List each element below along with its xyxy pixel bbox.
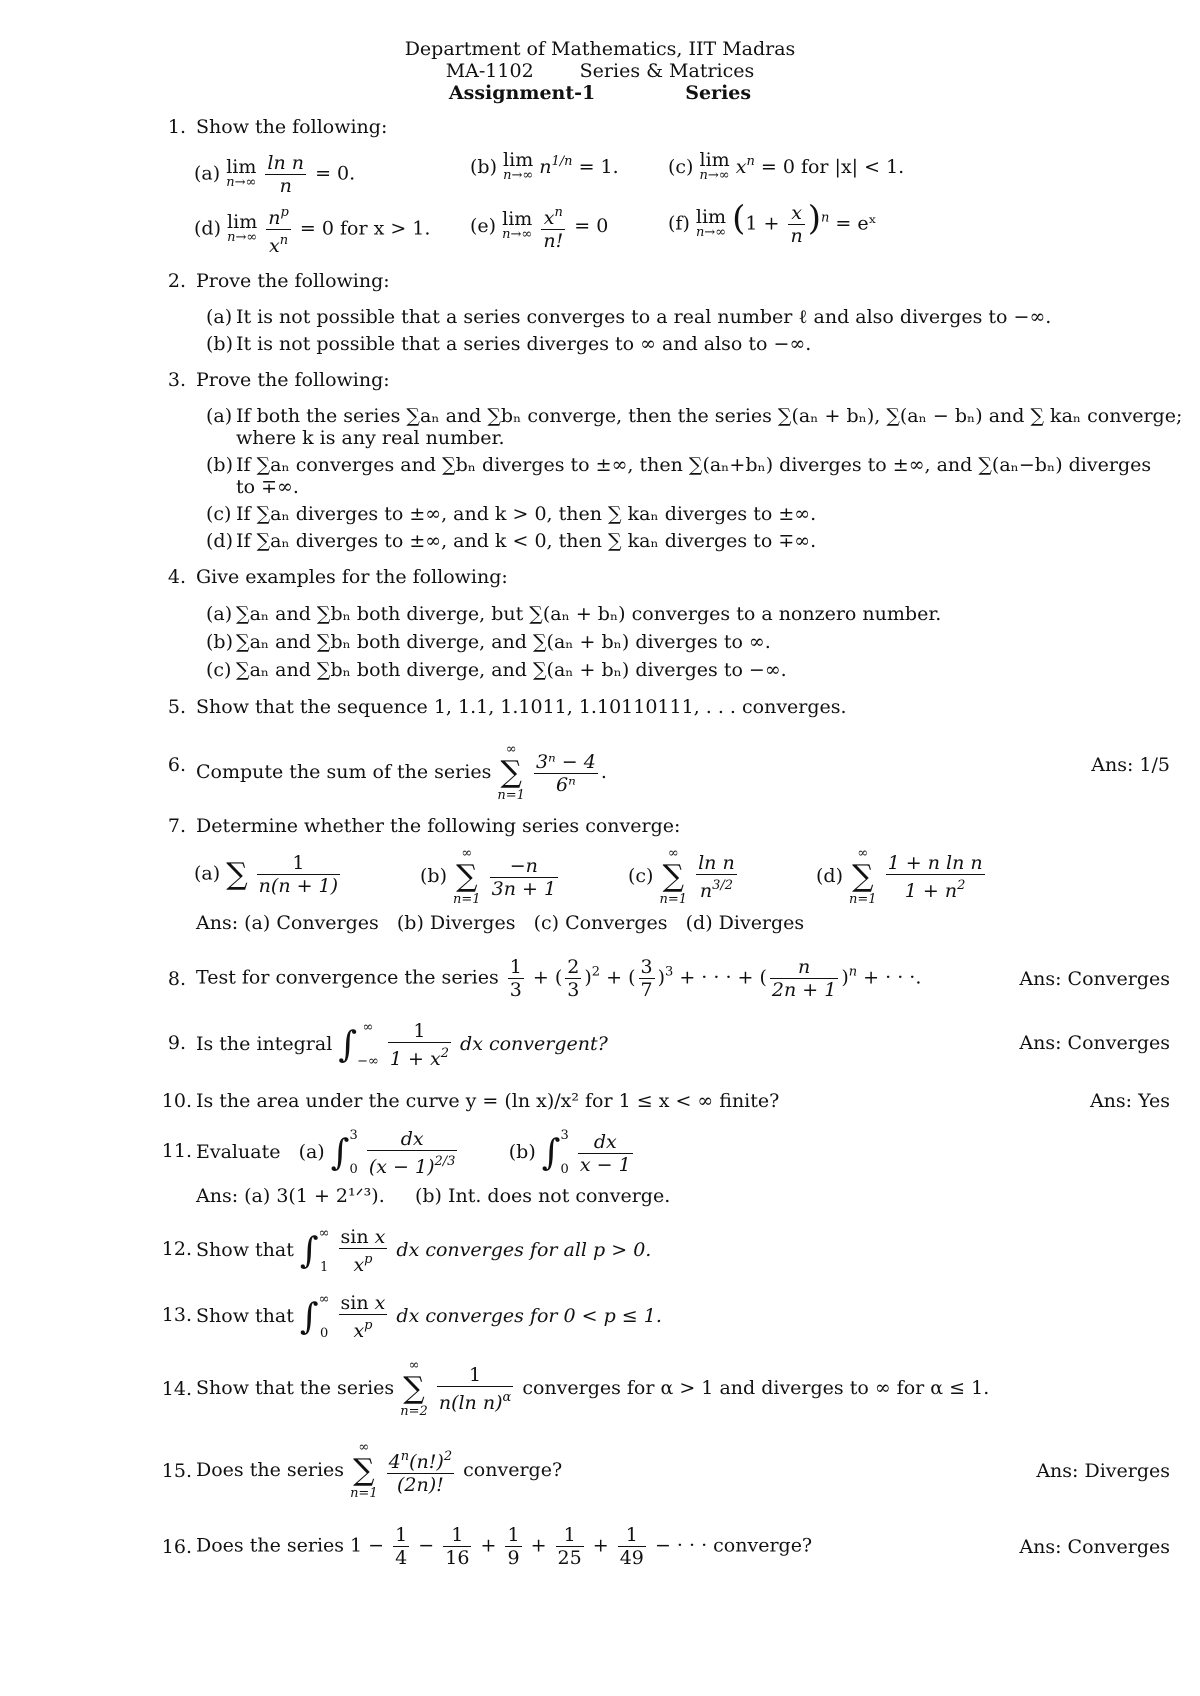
assignment-line <box>0 82 1200 104</box>
limit-operator: lim n→∞ <box>695 205 727 240</box>
answer: Ans: 1/5 <box>1091 754 1170 776</box>
question-12 <box>0 1220 1200 1278</box>
question-text: Show that <box>196 1305 294 1327</box>
part-tail: = 0 <box>574 215 609 237</box>
part-text: It is not possible that a series converges to a real number ℓ and also diverges to −∞. <box>236 306 1052 328</box>
assignment-title: Assignment-1 <box>448 82 596 104</box>
fraction: $\frac{\text{ln n}}{n}$ <box>267 152 305 197</box>
part-tail: = 1. <box>578 156 619 178</box>
question-text: Show that <box>196 1239 294 1261</box>
part-text: ∑aₙ and ∑bₙ both diverge, and ∑(aₙ + bₙ) diverges to −∞. <box>236 659 787 681</box>
question-text-line: Does the series 1 − $\frac{1}{4}$ − $\frac{1}{16}$ + $\frac{1}{9}$ + $\frac{1}{25}$ + $\frac{1}{49}$ − · · · converge? <box>196 1524 813 1569</box>
fraction: $\frac{n^p}{x^n}$ <box>268 205 289 257</box>
question-text: Is the area under the curve y = (ln x)/x² for 1 ≤ x < ∞ finite? <box>196 1090 780 1112</box>
question-8 <box>0 950 1200 1008</box>
question-number: 6. <box>167 754 186 776</box>
limit-operator: lim n→∞ <box>226 155 257 190</box>
part-text: to ∓∞. <box>236 476 299 498</box>
question-text: Is the integral <box>196 1033 333 1055</box>
part-tail: = 0 for x > 1. <box>299 217 431 240</box>
question-15 <box>0 1438 1200 1504</box>
question-number: 8. <box>167 968 186 990</box>
question-1-row-1 <box>0 140 1200 197</box>
question-14 <box>0 1354 1200 1420</box>
question-text-line: Compute the sum of the series ∞ ∑ n=1 $\frac{\text{3ⁿ − 4}}{\text{6ⁿ}}$ . <box>196 742 607 803</box>
question-text-line: Test for convergence the series $\frac{1}{3}$ + ( $\frac{2}{3}$ )$^2$ + ( $\frac{3}{7}$ )$^3$ + · · · + ( $\frac{n}{2n + 1}$ )$^n$ + · · ·. <box>196 956 922 1001</box>
question-number: 12. <box>161 1238 192 1260</box>
q7-part-a: (a) ∑ $\frac{1}{n(n + 1)}$ <box>194 852 339 897</box>
department-line: Department of Mathematics, IIT Madras <box>404 38 796 60</box>
part-label: (a) <box>194 162 221 185</box>
q1-part-a <box>194 152 355 197</box>
answer: Ans: Yes <box>1089 1090 1170 1112</box>
part-label: (e) <box>470 215 497 237</box>
question-1-row-2 <box>0 194 1200 257</box>
question-number: 2. <box>167 270 186 292</box>
question-text: Does the series 1 − <box>196 1534 385 1557</box>
assignment-page: Department of Mathematics, IIT Madras MA-1102 Series & Matrices Assignment-1 Series 1. Show the following: (a) lim n→∞ $\frac{\text{ln n}}{n}$ = 0. (b) lim n→∞ $n^{1/n} = 1$. (c) lim n→∞ $x^n = 0$ for |x| < 1. (d) lim n→∞ $\frac{n^p}{x^n}$ = 0 for x > 1. (e) lim n→∞ $\frac{x^n}{n!}$ = 0 (f) lim n→∞ (1 + $\frac{x}{n}$ )$^n$ = eˣ 2. Prove the following: (a) It is not possible that a series converges to a real number ℓ and also diverges to −∞. (b) It is not possible that a series diverges to ∞ and also to −∞. 3. Prove the following: (a) If both the series ∑aₙ and ∑bₙ converge, then the series ∑(aₙ + bₙ), ∑(aₙ − bₙ) and ∑ kaₙ converge; where k is any real number. (b) If ∑aₙ converges and ∑bₙ diverges to ±∞, then ∑(aₙ+bₙ) diverges to ±∞, and ∑(aₙ−bₙ) diverges to ∓∞. (c) If ∑aₙ diverges to ±∞, and k > 0, then ∑ kaₙ diverges to ±∞. (d) If ∑aₙ diverges to ±∞, and k < 0, then ∑ kaₙ diverges to ∓∞. 4. Give examples for the following: (a) ∑aₙ and ∑bₙ both diverge, but ∑(aₙ + bₙ) converges to a nonzero number. (b) ∑aₙ and ∑bₙ both diverge, and ∑(aₙ + bₙ) diverges to ∞. (c) ∑aₙ and ∑bₙ both diverge, and ∑(aₙ + bₙ) diverges to −∞. 5. Show that the sequence 1, 1.1, 1.1011, 1.10110111, . . . converges. 6. Compute the sum of the series ∞ ∑ n=1 $\frac{\text{3ⁿ − 4}}{\text{6ⁿ}}$ . Ans: 1/5 7. Determine whether the following series converge: (a) ∑ $\frac{1}{n(n + 1)}$ (b) ∞ ∑ n=1 $\frac{-n}{3n + 1}$ (c) ∞ ∑ n=1 $\frac{\text{ln n}}{n^{3/2}}$ (d) ∞ ∑ n=1 $\frac{\text{1 + n ln n}}{1 + n^2}$ Ans: (a) Converges (b) Diverges (c) Converges (d) Diverges 8. Test for convergence the series $\frac{1}{3}$ + ( $\frac{2}{3}$ )$^2$ + ( $\frac{3}{7}$ )$^3$ + · · · + ( $\frac{n}{2n + 1}$ )$^n$ + · · ·. Ans: Converges 9. Is the integral ∫ ∞ −∞ $\frac{1}{1 + x^2}$ dx convergent? Ans: Converges 10. Is the area under the curve y = (ln x)/x² for 1 ≤ x < ∞ finite? Ans: Yes 11. Evaluate (a) ∫ 3 0 $\frac{dx}{(x - 1)^{2/3}}$ (b) ∫ 3 0 $\frac{dx}{x - 1}$ Ans: (a) 3(1 + 2¹ᐟ³). (b) Int. does not converge. 12. Show that ∫ ∞ 1 $\frac{\text{sin x}}{x^p}$ dx converges for all p > 0. 13. Show that ∫ ∞ 0 $\frac{\text{sin x}}{x^p}$ dx converges for 0 < p ≤ 1. 14. Show that the series ∞ ∑ n=2 $\frac{1}{n(\ln n)^\alpha}$ converges for α > 1 and diverges to ∞ for α ≤ 1. 15. Does the series ∞ ∑ n=1 $\frac{4^n(n!)^2}{(2n)!}$ converge? Ans: Diverges 16. Does the series 1 − $\frac{1}{4}$ − $\frac{1}{16}$ + $\frac{1}{9}$ + $\frac{1}{25}$ + $\frac{1}{49}$ − · · · converge? Ans: Converges <box>0 0 1200 1696</box>
sum-operator: ∞ ∑ n=1 <box>659 846 688 907</box>
question-number: 16. <box>161 1536 192 1558</box>
fraction: $\frac{\text{ln n}}{n^{3/2}}$ <box>698 852 735 902</box>
limit-operator: lim n→∞ <box>503 149 534 183</box>
course-code: MA-1102 <box>445 60 534 82</box>
part-text: If ∑aₙ diverges to ±∞, and k > 0, then ∑ kaₙ diverges to ±∞. <box>236 503 817 525</box>
part-text: ∑aₙ and ∑bₙ both diverge, but ∑(aₙ + bₙ) converges to a nonzero number. <box>236 603 942 625</box>
question-7-parts <box>0 846 1200 907</box>
answer: Ans: Diverges <box>1036 1460 1170 1482</box>
question-number: 1. <box>167 116 186 138</box>
question-13 <box>0 1286 1200 1344</box>
question-text: Does the series <box>196 1459 345 1481</box>
fraction: $\frac{\text{1 + n ln n}}{1 + n^2}$ <box>887 852 983 902</box>
question-text-line: Show that ∫ ∞ 1 $\frac{\text{sin x}}{x^p}$ dx converges for all p > 0. <box>196 1226 652 1276</box>
question-number: 9. <box>167 1032 186 1054</box>
q7-part-d: (d) ∞ ∑ n=1 $\frac{\text{1 + n ln n}}{1 + n^2}$ <box>816 846 983 907</box>
part-text: where k is any real number. <box>236 427 505 449</box>
question-text: Prove the following: <box>196 270 390 292</box>
part-text: If ∑aₙ diverges to ±∞, and k < 0, then ∑ kaₙ diverges to ∓∞. <box>236 530 817 552</box>
part-text: It is not possible that a series diverges to ∞ and also to −∞. <box>236 333 812 355</box>
question-text-line: Is the integral ∫ ∞ −∞ $\frac{1}{1 + x^2}$ dx convergent? <box>196 1020 608 1070</box>
part-label: (f) <box>668 212 690 235</box>
q7-part-b: (b) ∞ ∑ n=1 $\frac{-n}{3n + 1}$ <box>420 846 557 907</box>
answer: Ans: Converges <box>1019 1032 1170 1054</box>
answer: Ans: Converges <box>1019 968 1170 990</box>
answer: Ans: (a) 3(1 + 2¹ᐟ³). (b) Int. does not converge. <box>196 1185 671 1207</box>
question-11 <box>0 1126 1200 1178</box>
q1-part-b: (b) lim n→∞ $n^{1/n} = 1$. <box>470 149 619 183</box>
question-text: Show that the sequence 1, 1.1, 1.1011, 1.10110111, . . . converges. <box>196 696 847 718</box>
part-label: (c) <box>668 156 694 178</box>
question-text: Prove the following: <box>196 369 390 391</box>
question-number: 15. <box>161 1460 192 1482</box>
limit-operator: lim n→∞ <box>699 149 730 183</box>
question-number: 13. <box>161 1304 192 1326</box>
assignment-topic: Series <box>685 82 752 104</box>
fraction: $\frac{\text{3ⁿ − 4}}{\text{6ⁿ}}$ <box>535 750 596 796</box>
sum-operator: ∞ ∑ n=1 <box>350 1440 378 1501</box>
part-text: ∑aₙ and ∑bₙ both diverge, and ∑(aₙ + bₙ) diverges to ∞. <box>236 631 771 653</box>
sum-operator: ∞ ∑ n=1 <box>453 846 481 907</box>
question-text: Show the following: <box>196 116 388 138</box>
limit-operator: lim n→∞ <box>502 208 533 242</box>
question-text-line: Show that ∫ ∞ 0 $\frac{\text{sin x}}{x^p}$ dx converges for 0 < p ≤ 1. <box>196 1292 662 1342</box>
part-tail: = eˣ <box>835 212 877 235</box>
question-16 <box>0 1520 1200 1578</box>
question-tail: dx converges for 0 < p ≤ 1. <box>396 1305 662 1327</box>
q1-part-e <box>470 202 608 252</box>
part-tail: = 0. <box>315 162 356 185</box>
question-tail: converge? <box>463 1459 563 1481</box>
fraction: $\frac{-n}{3n + 1}$ <box>491 854 557 900</box>
sum-operator: ∑ <box>226 856 248 892</box>
sum-operator: ∞ ∑ n=2 <box>400 1358 428 1419</box>
question-number: 4. <box>167 566 186 588</box>
question-tail: converges for α > 1 and diverges to ∞ for α ≤ 1. <box>522 1377 990 1399</box>
question-number: 3. <box>167 369 186 391</box>
part-label: (b) <box>470 156 497 178</box>
document-header <box>0 38 1200 104</box>
question-number: 11. <box>161 1140 192 1162</box>
q7-part-c: (c) ∞ ∑ n=1 $\frac{\text{ln n}}{n^{3/2}}$ <box>628 846 735 907</box>
question-number: 14. <box>161 1378 192 1400</box>
question-text: Give examples for the following: <box>196 566 508 588</box>
question-tail: dx converges for all p > 0. <box>396 1239 652 1261</box>
part-text: If ∑aₙ converges and ∑bₙ diverges to ±∞, then ∑(aₙ+bₙ) diverges to ±∞, and ∑(aₙ−bₙ) diverges <box>236 454 1152 476</box>
answer: Ans: Converges <box>1019 1536 1170 1558</box>
q1-part-f: (f) lim n→∞ (1 + $\frac{x}{n}$ )$^n$ = eˣ <box>668 198 877 247</box>
question-text-line: Show that the series ∞ ∑ n=2 $\frac{1}{n(\ln n)^\alpha}$ converges for α > 1 and diverges to ∞ for α ≤ 1. <box>196 1358 990 1419</box>
sum-operator: ∞ ∑ n=1 <box>849 846 877 907</box>
part-tail: = 0 for |x| < 1. <box>760 156 905 178</box>
question-text: Determine whether the following series converge: <box>196 815 681 837</box>
fraction: $\frac{1}{n(n + 1)}$ <box>258 852 339 897</box>
question-text: Evaluate <box>196 1141 281 1163</box>
fraction: $\frac{x}{n}$ <box>790 202 803 247</box>
part-label: (d) <box>194 217 221 240</box>
question-tail: − · · · converge? <box>654 1534 813 1557</box>
question-text: Test for convergence the series <box>196 966 499 989</box>
question-number: 10. <box>161 1090 192 1112</box>
question-tail: dx convergent? <box>460 1033 608 1055</box>
course-line <box>0 60 1200 82</box>
limit-operator: lim n→∞ <box>227 210 258 245</box>
question-9 <box>0 1014 1200 1072</box>
question-text: Compute the sum of the series <box>196 761 492 783</box>
answer: Ans: (a) Converges (b) Diverges (c) Converges (d) Diverges <box>196 912 805 934</box>
question-6 <box>0 734 1200 803</box>
course-name: Series & Matrices <box>579 60 755 82</box>
question-text-line: Evaluate (a) ∫ 3 0 $\frac{dx}{(x - 1)^{2/3}}$ (b) ∫ 3 0 $\frac{dx}{x - 1}$ <box>196 1128 631 1178</box>
q1-part-d <box>194 202 430 257</box>
sum-operator: ∞ ∑ n=1 <box>497 742 525 803</box>
question-text: Show that the series <box>196 1377 395 1399</box>
part-text: If both the series ∑aₙ and ∑bₙ converge, then the series ∑(aₙ + bₙ), ∑(aₙ − bₙ) and ∑ kaₙ converge; <box>236 405 1183 427</box>
question-number: 7. <box>167 815 186 837</box>
question-number: 5. <box>167 696 186 718</box>
fraction: $\frac{x^n}{n!}$ <box>543 205 564 252</box>
q1-part-c: (c) lim n→∞ $x^n = 0$ for |x| < 1. <box>668 149 905 183</box>
question-text-line: Does the series ∞ ∑ n=1 $\frac{4^n(n!)^2}{(2n)!}$ converge? <box>196 1440 563 1501</box>
